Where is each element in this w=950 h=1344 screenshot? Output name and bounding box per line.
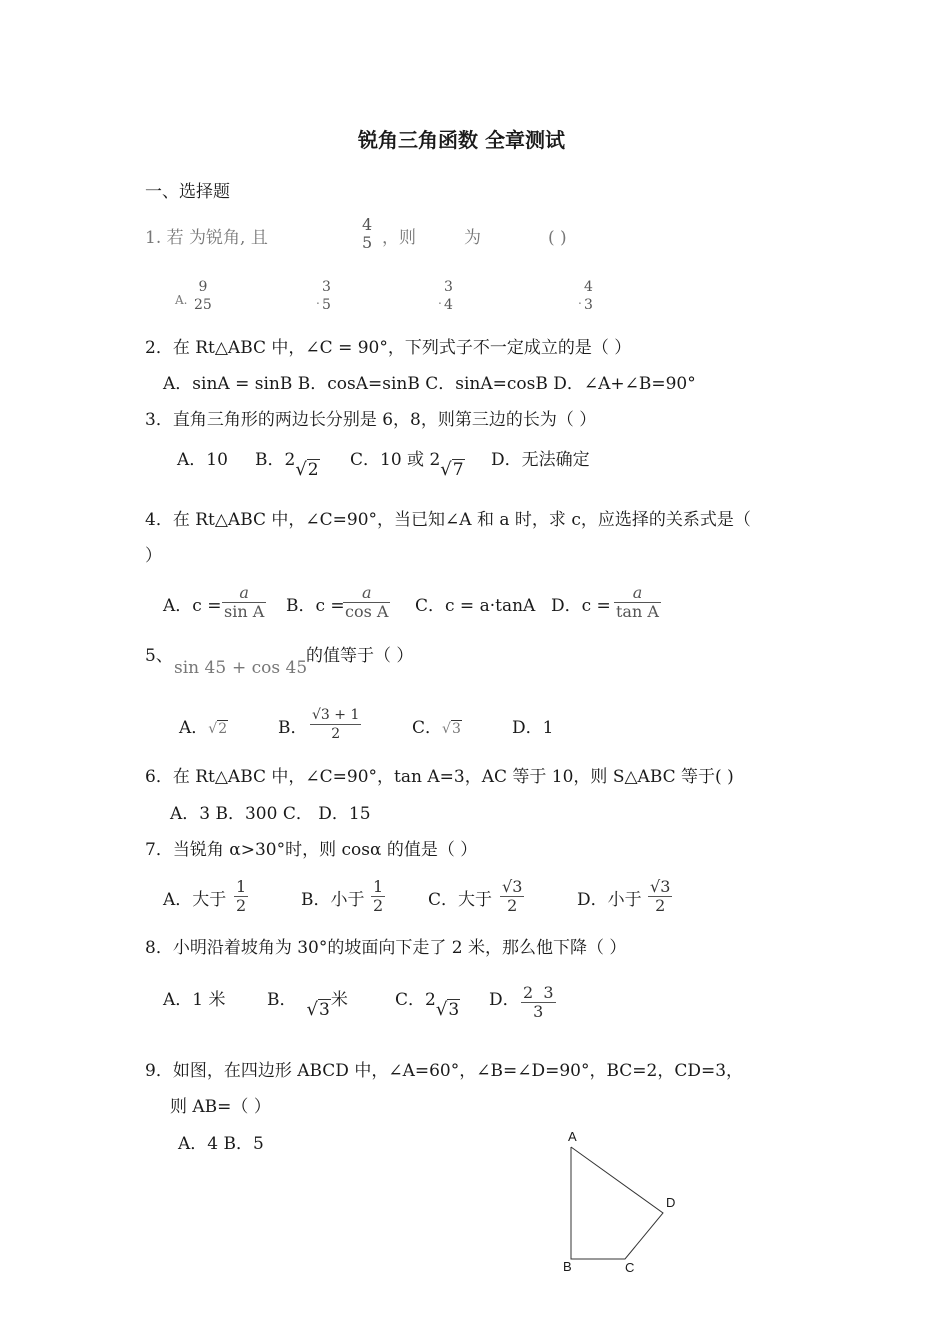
q3-option-d: D．无法确定: [491, 450, 590, 470]
q8-option-c: [395, 990, 460, 1020]
q1-option-a-label: A.: [175, 293, 188, 307]
q4-text-line2: ）: [145, 546, 162, 566]
q4-option-a-den: sin A: [224, 602, 265, 621]
q5-label: 5、: [145, 646, 173, 666]
q5-option-a: [179, 718, 228, 739]
q6-text: 6．在 Rt△ABC 中，∠C=90°，tan A=3，AC 等于 10，则 S△ABC 等于( ): [145, 767, 734, 787]
q3-option-c-sqrt: √7: [440, 459, 464, 480]
q7-option-b-den: 2: [373, 896, 384, 915]
q7-option-d-fraction: [648, 878, 672, 915]
q8-option-b-sqrt: √3: [306, 999, 330, 1020]
q3-option-c-label: C．10 或 2: [350, 450, 441, 470]
q1-option-b-label: .: [316, 293, 320, 307]
q1-fraction: [360, 216, 374, 252]
q1-text: 1. 若 为锐角, 且: [145, 228, 268, 248]
q4-option-a-fraction: [222, 584, 266, 621]
q1-then: ，则: [382, 228, 416, 248]
q9-options: A．4 B．5: [178, 1134, 264, 1154]
q1-option-d-den: 3: [584, 297, 593, 313]
q5-option-b-label: B．: [278, 718, 308, 738]
q1-option-a-den: 25: [194, 297, 212, 313]
q8-option-d-num: 2 3: [523, 983, 554, 1002]
q8-option-b-label: B．: [267, 990, 297, 1010]
q4-option-d-fraction: [614, 584, 661, 621]
q7-option-b-num: 1: [373, 877, 384, 896]
q1-option-a-num: 9: [198, 279, 208, 295]
q1-paren: ( ): [548, 228, 567, 248]
q5-expr-sin: sin 45: [174, 658, 227, 678]
q3-text: 3．直角三角形的两边长分别是 6，8，则第三边的长为（ ）: [145, 410, 597, 430]
q1-option-b-den: 5: [322, 297, 331, 313]
q5-option-b-fraction: [310, 706, 361, 743]
q1-frac-num: 4: [362, 215, 373, 234]
section-heading: 一、选择题: [145, 182, 230, 202]
q4-option-d-label: D．c =: [551, 596, 611, 616]
page-title: 锐角三角函数 全章测试: [358, 128, 565, 152]
q5-option-a-label: A．: [179, 718, 209, 738]
q4-option-b-label: B．c =: [286, 596, 345, 616]
q4-text-line1: 4．在 Rt△ABC 中，∠C=90°，当已知∠A 和 a 时，求 c，应选择的关系式是（: [145, 510, 751, 530]
q3-option-c: [350, 450, 465, 480]
q1-option-d-label: .: [578, 293, 582, 307]
q5-option-d: D．1: [512, 718, 554, 738]
q8-option-d-label: D．: [489, 990, 520, 1010]
q1-option-b-fraction: [320, 278, 333, 314]
q1-option-d-fraction: [582, 278, 595, 314]
q1-option-c-label: .: [438, 293, 442, 307]
q5-option-c: [412, 718, 462, 739]
q7-option-a-label: A．大于: [163, 890, 227, 910]
quadrilateral-shape: [571, 1147, 663, 1259]
q8-option-b-unit: 米: [330, 990, 348, 1010]
q5-expr-cos: + cos 45: [232, 658, 308, 678]
q5-option-b-den: 2: [310, 724, 361, 743]
q8-option-c-label: C．2: [395, 990, 436, 1010]
q7-option-a-num: 1: [236, 877, 247, 896]
q7-option-b-label: B．小于: [301, 890, 365, 910]
q1-option-c-den: 4: [444, 297, 453, 313]
q3-option-c-radicand: 7: [452, 460, 464, 480]
q5-option-b-num: √3 + 1: [312, 707, 360, 723]
q5-option-c-label: C．: [412, 718, 443, 738]
q8-text: 8．小明沿着坡角为 30°的坡面向下走了 2 米，那么他下降（ ）: [145, 938, 627, 958]
q1-option-d-num: 4: [584, 279, 593, 295]
figure-label-c: C: [625, 1260, 635, 1275]
q1-is: 为: [464, 228, 481, 248]
q4-option-c: C．c = a·tanA: [415, 596, 536, 616]
q3-option-b-radicand: 2: [307, 460, 319, 480]
q8-option-b-radicand: 3: [318, 1000, 330, 1020]
q3-option-a: A．10: [177, 450, 228, 470]
q4-option-d-num: a: [632, 583, 643, 602]
q7-option-c-fraction: [500, 878, 524, 915]
q5-option-c-radicand: 3: [451, 721, 461, 737]
q3-option-b: [255, 450, 320, 480]
q4-option-b-fraction: [343, 584, 390, 621]
q5-suffix: 的值等于（ ）: [306, 646, 414, 666]
figure-label-a: A: [568, 1129, 577, 1144]
q3-option-b-label: B．2: [255, 450, 296, 470]
q4-option-b-den: cos A: [345, 602, 389, 621]
q9-text-line1: 9．如图，在四边形 ABCD 中，∠A=60°，∠B=∠D=90°，BC=2，CD=3，: [145, 1061, 744, 1081]
q5-option-c-sqrt: √3: [442, 721, 461, 737]
q6-options: A．3 B．300 C． D．15: [170, 804, 371, 824]
q7-option-a-fraction: [234, 878, 248, 915]
q8-option-c-sqrt: √3: [435, 999, 460, 1020]
q7-option-d-den: 2: [648, 896, 672, 915]
q7-option-d-num: √3: [650, 877, 671, 896]
q7-option-b-fraction: [371, 878, 385, 915]
q3-option-b-sqrt: √2: [295, 459, 319, 480]
q7-option-a-den: 2: [236, 896, 247, 915]
q1-frac-den: 5: [362, 233, 373, 252]
q7-text: 7．当锐角 α>30°时，则 cosα 的值是（ ）: [145, 840, 478, 860]
q4-option-a-num: a: [239, 583, 249, 602]
figure-label-b: B: [563, 1259, 572, 1274]
q5-option-a-sqrt: √2: [208, 721, 228, 737]
q8-option-d-den: 3: [521, 1002, 556, 1021]
q1-option-b-num: 3: [322, 279, 331, 295]
q4-option-d-den: tan A: [616, 602, 659, 621]
q1-option-c-num: 3: [444, 279, 453, 295]
q1-option-c-fraction: [442, 278, 455, 314]
q7-option-c-den: 2: [500, 896, 524, 915]
q8-option-a: A．1 米: [163, 990, 226, 1010]
q8-option-c-radicand: 3: [448, 1000, 460, 1020]
q4-option-b-num: a: [361, 583, 372, 602]
q5-option-a-radicand: 2: [218, 721, 228, 737]
q7-option-c-num: √3: [502, 877, 523, 896]
q8-option-d-fraction: [521, 984, 556, 1021]
q1-option-a-fraction: [192, 278, 214, 314]
q9-text-line2: 则 AB=（ ）: [170, 1097, 271, 1117]
figure-label-d: D: [666, 1195, 676, 1210]
q4-option-a-label: A．c =: [163, 596, 222, 616]
q7-option-d-label: D．小于: [577, 890, 642, 910]
q2-options: A．sinA = sinB B．cosA=sinB C．sinA=cosB D．∠A+∠B=90°: [163, 374, 696, 394]
q7-option-c-label: C．大于: [428, 890, 493, 910]
q8-option-b: [267, 990, 348, 1020]
q2-text: 2．在 Rt△ABC 中，∠C = 90°，下列式子不一定成立的是（ ）: [145, 338, 632, 358]
